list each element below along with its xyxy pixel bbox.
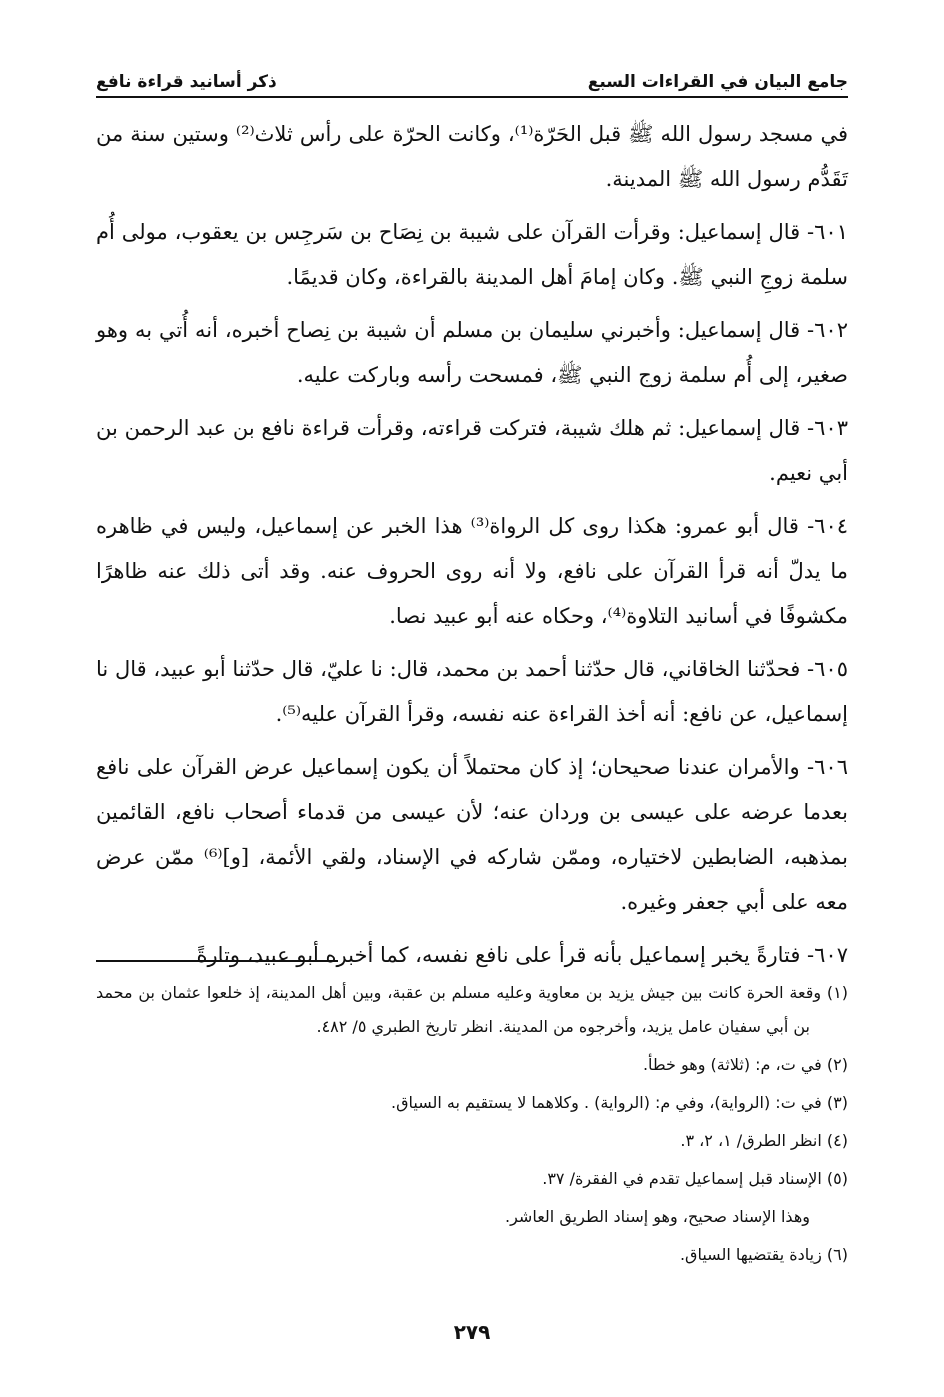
main-text (96, 112, 848, 986)
footnote: (٤) انظر الطرق/ ١، ٢، ٣. (680, 1131, 848, 1150)
section-title: ذكر أسانيد قراءة نافع (96, 72, 277, 92)
footnote: (٥) الإسناد قبل إسماعيل تقدم في الفقرة/ ٣٧. (542, 1169, 848, 1188)
footnote: (٣) في ت: (الرواية)، وفي م: (الرواية) . وكلاهما لا يستقيم به السياق. (390, 1093, 848, 1112)
paragraph: ٦٠٢- قال إسماعيل: وأخبرني سليمان بن مسلم أن شيبة بن نِصاح أخبره، أنه أُتي به وهو صغير، إلى أُم سلمة زوج النبي ﷺ، فمسحت رأسه وباركت عليه. (96, 318, 848, 387)
paragraph: ٦٠٦- والأمران عندنا صحيحان؛ إذ كان محتملاً أن يكون إسماعيل عرض القرآن على نافع بعدما عرضه على عيسى بن وردان عنه؛ لأن عيسى من قدماء أصحاب نافع، القائمين بمذهبه، الضابطين لاختياره، وممّن شاركه في الإسناد، ولقي الأئمة، [و]⁽⁶⁾ ممّن عرض معه على أبي جعفر وغيره. (96, 755, 848, 914)
paragraph: ٦٠٧- فتارةً يخبر إسماعيل بأنه قرأ على نافع نفسه، كما أخبره أبو عبيد، وتارةً (196, 943, 848, 967)
paragraph: ٦٠١- قال إسماعيل: وقرأت القرآن على شيبة بن نِصَاح بن سَرجِس بن يعقوب، مولى أُم سلمة زوجِ النبي ﷺ. وكان إمامَ أهل المدينة بالقراءة، وكان قديمًا. (96, 220, 848, 289)
footnote: (٢) في ت، م: (ثلاثة) وهو خطأ. (642, 1055, 848, 1074)
footnotes (96, 976, 848, 1276)
book-title: جامع البيان في القراءات السبع (587, 72, 848, 92)
running-header (96, 58, 848, 92)
header-rule (96, 96, 848, 98)
page-number: ٢٧٩ (453, 1320, 491, 1344)
footnote-continuation: وهذا الإسناد صحيح، وهو إسناد الطريق العاشر. (505, 1207, 810, 1226)
footnote: (١) وقعة الحرة كانت بين جيش يزيد بن معاوية وعليه مسلم بن عقبة، وبين أهل المدينة، إذ خلعوا عثمان بن محمد بن أبي سفيان عامل يزيد، وأخرجوه من المدينة. انظر تاريخ الطبري ٥/ ٤٨٢. (96, 983, 848, 1036)
paragraph: ٦٠٣- قال إسماعيل: ثم هلك شيبة، فتركت قراءته، وقرأت قراءة نافع بن عبد الرحمن بن أبي نعيم. (96, 416, 848, 485)
footnote: (٦) زيادة يقتضيها السياق. (679, 1245, 848, 1264)
paragraph: في مسجد رسول الله ﷺ قبل الحَرّة⁽¹⁾، وكانت الحرّة على رأس ثلاث⁽²⁾ وستين سنة من تَقَدُّم رسول الله ﷺ المدينة. (96, 122, 848, 191)
paragraph: ٦٠٤- قال أبو عمرو: هكذا روى كل الرواة⁽³⁾ هذا الخبر عن إسماعيل، وليس في ظاهره ما يدلّ أنه قرأ القرآن على نافع، ولا أنه روى الحروف عنه. وقد أتى ذلك عنه ظاهرًا مكشوفًا في أسانيد التلاوة⁽⁴⁾، وحكاه عنه أبو عبيد نصا. (96, 514, 849, 628)
paragraph: ٦٠٥- فحدّثنا الخاقاني، قال حدّثنا أحمد بن محمد، قال: نا عليّ، قال حدّثنا أبو عبيد، قال نا إسماعيل، عن نافع: أنه أخذ القراءة عنه نفسه، وقرأ القرآن عليه⁽⁵⁾. (96, 657, 848, 726)
footnote-rule (96, 960, 338, 962)
